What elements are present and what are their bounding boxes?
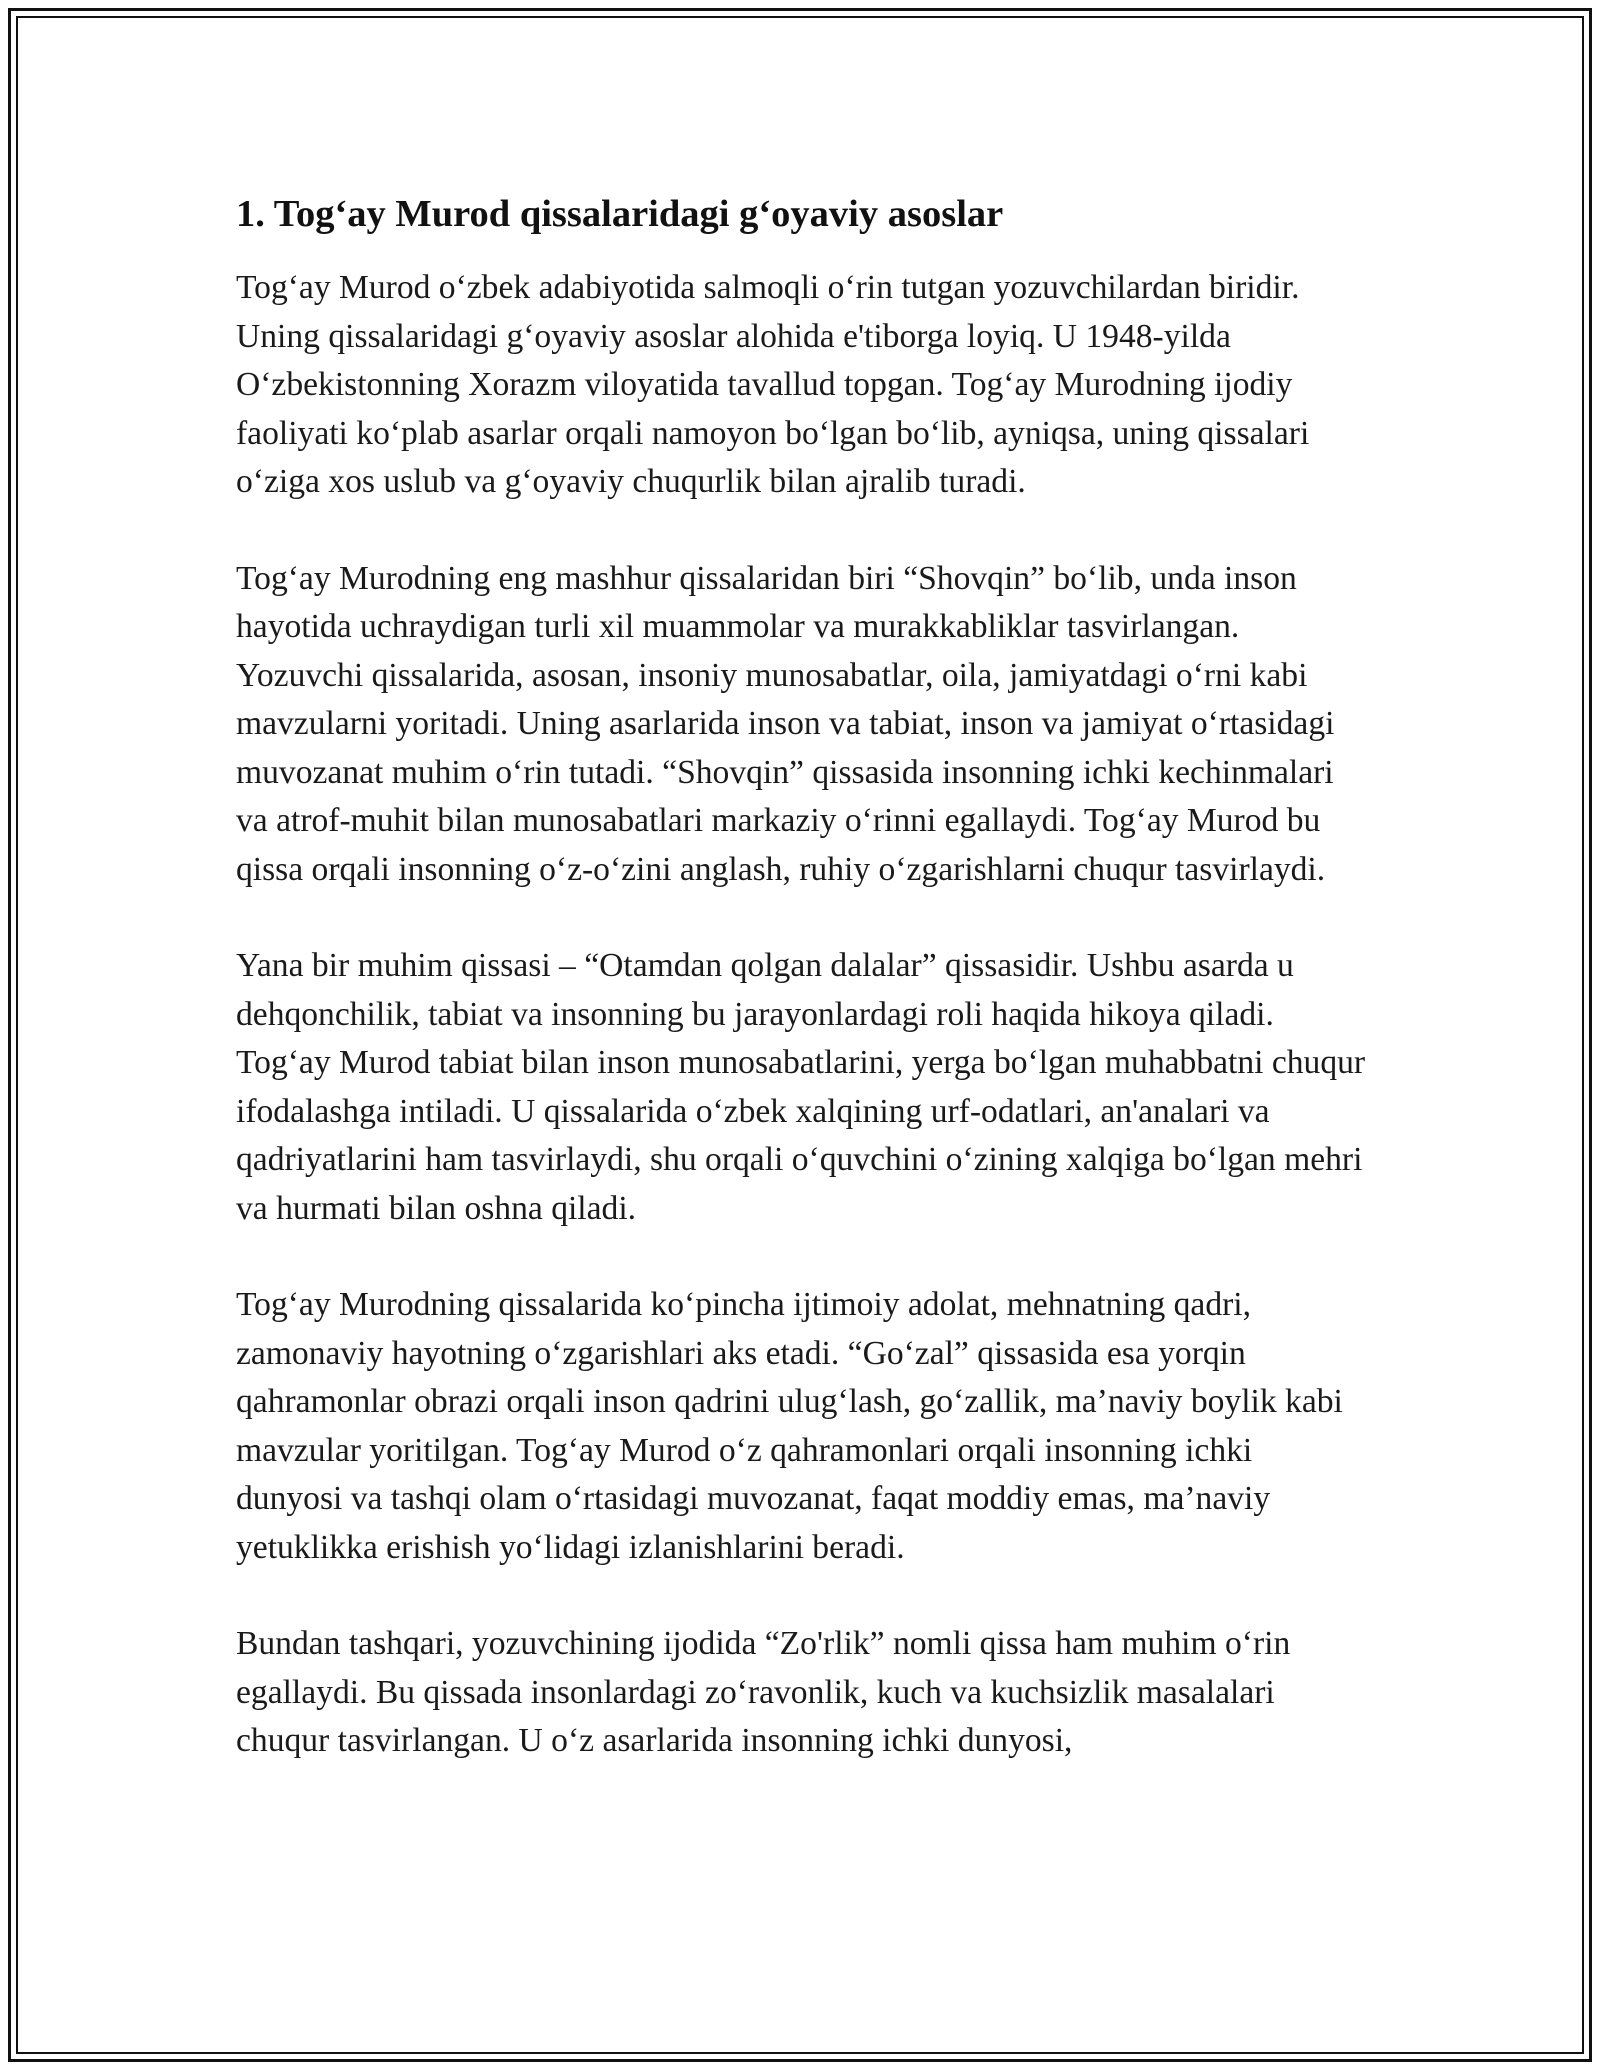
- section-heading: 1. Tog‘ay Murod qissalaridagi g‘oyaviy asoslar: [236, 193, 1004, 235]
- paragraph-1: Tog‘ay Murod o‘zbek adabiyotida salmoqli o‘rin tutgan yozuvchilardan biridir. Uning qissalaridagi g‘oyaviy asoslar alohida e'tiborga loyiq. U 1948-yilda O‘zbekistonning Xorazm viloyatida tavallud topgan. Tog‘ay Murodning ijodiy faoliyati ko‘plab asarlar orqali namoyon bo‘lgan bo‘lib, ayniqsa, uning qissalari o‘ziga xos uslub va g‘oyaviy chuqurlik bilan ajralib turadi.: [236, 269, 1310, 500]
- document-body: [236, 186, 1366, 1814]
- paragraph-2: Tog‘ay Murodning eng mashhur qissalaridan biri “Shovqin” bo‘lib, unda inson hayotida uchraydigan turli xil muammolar va murakkabliklar tasvirlangan. Yozuvchi qissalarida, asosan, insoniy munosabatlar, oila, jamiyatdagi o‘rni kabi mavzularni yoritadi. Uning asarlarida inson va tabiat, inson va jamiyat o‘rtasidagi muvozanat muhim o‘rin tutadi. “Shovqin” qissasida insonning ichki kechinmalari va atrof-muhit bilan munosabatlari markaziy o‘rinni egallaydi. Tog‘ay Murod bu qissa orqali insonning o‘z-o‘zini anglash, ruhiy o‘zgarishlarni chuqur tasvirlaydi.: [236, 559, 1335, 888]
- paragraph-4: Tog‘ay Murodning qissalarida ko‘pincha ijtimoiy adolat, mehnatning qadri, zamonaviy hayotning o‘zgarishlari aks etadi. “Go‘zal” qissasida esa yorqin qahramonlar obrazi orqali inson qadrini ulug‘lash, go‘zallik, ma’naviy boylik kabi mavzular yoritilgan. Tog‘ay Murod o‘z qahramonlari orqali insonning ichki dunyosi va tashqi olam o‘rtasidagi muvozanat, faqat moddiy emas, ma’naviy yetuklikka erishish yo‘lidagi izlanishlarini beradi.: [236, 1286, 1343, 1566]
- paragraph-5: Bundan tashqari, yozuvchining ijodida “Zo'rlik” nomli qissa ham muhim o‘rin egallaydi. Bu qissada insonlardagi zo‘ravonlik, kuch va kuchsizlik masalalari chuqur tasvirlangan. U o‘z asarlarida insonning ichki dunyosi,: [236, 1625, 1291, 1759]
- paragraph-3: Yana bir muhim qissasi – “Otamdan qolgan dalalar” qissasidir. Ushbu asarda u dehqonchilik, tabiat va insonning bu jarayonlardagi roli haqida hikoya qiladi. Tog‘ay Murod tabiat bilan inson munosabatlarini, yerga bo‘lgan muhabbatni chuqur ifodalashga intiladi. U qissalarida o‘zbek xalqining urf-odatlari, an'analari va qadriyatlarini ham tasvirlaydi, shu orqali o‘quvchini o‘zining xalqiga bo‘lgan mehri va hurmati bilan oshna qiladi.: [236, 947, 1366, 1227]
